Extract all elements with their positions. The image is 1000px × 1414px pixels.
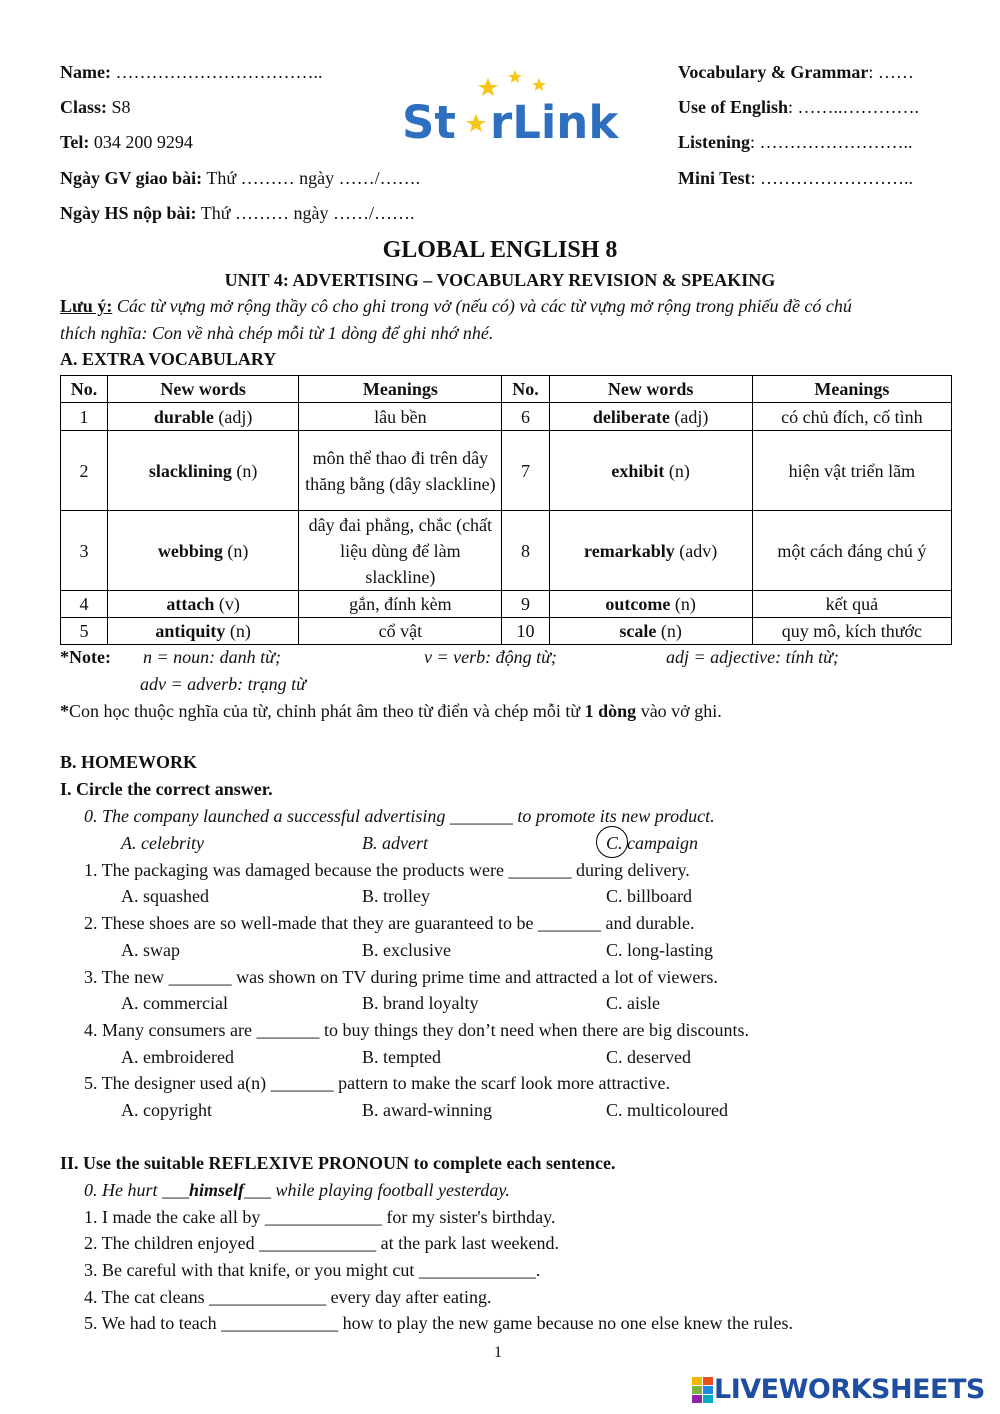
example-question: 0. The company launched a successful advertising _______ to promote its new product. xyxy=(84,806,715,826)
table-row: 5 antiquity (n) cổ vật 10 scale (n) quy mô, kích thước xyxy=(61,618,952,645)
q3-option-a[interactable]: A. commercial xyxy=(121,993,228,1013)
page-title: GLOBAL ENGLISH 8 xyxy=(382,237,618,263)
q2-option-c[interactable]: C. long-lasting xyxy=(606,940,713,960)
table-row: 4 attach (v) gắn, đính kèm 9 outcome (n) kết quả xyxy=(61,591,952,618)
reflexive-q1[interactable]: 1. I made the cake all by _____________ for my sister's birthday. xyxy=(84,1207,556,1227)
liveworksheets-icon xyxy=(692,1377,714,1403)
example-option-c: C. campaign xyxy=(606,833,698,853)
note-noun: n = noun: danh từ; xyxy=(143,647,281,667)
part1-title: I. Circle the correct answer. xyxy=(60,779,273,799)
starlink-logo xyxy=(398,64,630,148)
q5-option-b[interactable]: B. award-winning xyxy=(362,1100,492,1120)
q4-option-a[interactable]: A. embroidered xyxy=(121,1047,234,1067)
vocab-table xyxy=(60,375,952,645)
q1-option-b[interactable]: B. trolley xyxy=(362,886,430,906)
answer-circle xyxy=(596,826,628,858)
name-line: Name: …………………………….. xyxy=(60,62,323,82)
q4-option-b[interactable]: B. tempted xyxy=(362,1047,441,1067)
page-number: 1 xyxy=(494,1344,502,1361)
study-instruction: *Con học thuộc nghĩa của từ, chỉnh phát âm theo từ điển và chép mỗi từ 1 dòng vào vở ghi. xyxy=(60,701,722,721)
q3-option-b[interactable]: B. brand loyalty xyxy=(362,993,479,1013)
note-verb: v = verb: động từ; xyxy=(424,647,557,667)
table-header-row xyxy=(61,376,952,403)
question-3: 3. The new _______ was shown on TV during prime time and attracted a lot of viewers. xyxy=(84,967,718,987)
q5-option-a[interactable]: A. copyright xyxy=(121,1100,212,1120)
col-header: New words xyxy=(108,376,299,403)
reflexive-q2[interactable]: 2. The children enjoyed _____________ at the park last weekend. xyxy=(84,1233,560,1253)
col-header: No. xyxy=(502,376,549,403)
q5-option-c[interactable]: C. multicoloured xyxy=(606,1100,728,1120)
mini-test-score: Mini Test: …………………….. xyxy=(678,168,914,188)
section-a-heading: A. EXTRA VOCABULARY xyxy=(60,349,277,369)
col-header: New words xyxy=(549,376,752,403)
example-option-a: A. celebrity xyxy=(121,833,204,853)
class-line: Class: S8 xyxy=(60,97,131,117)
tel-line: Tel: 034 200 9294 xyxy=(60,132,193,152)
vocab-grammar-score: Vocabulary & Grammar: …… xyxy=(678,62,914,82)
question-2: 2. These shoes are so well-made that they are guaranteed to be _______ and durable. xyxy=(84,913,695,933)
table-row: 2 slacklining (n) môn thể thao đi trên dây thăng bằng (dây slackline) 7 exhibit (n) hiện vật triển lãm xyxy=(61,431,952,511)
use-of-english-score: Use of English: ……..…………. xyxy=(678,97,920,117)
section-b-heading: B. HOMEWORK xyxy=(60,752,198,772)
part2-title: II. Use the suitable REFLEXIVE PRONOUN to complete each sentence. xyxy=(60,1153,616,1173)
submit-date-line: Ngày HS nộp bài: Thứ ……… ngày ……/……. xyxy=(60,203,415,223)
q1-option-a[interactable]: A. squashed xyxy=(121,886,209,906)
note-adv: adv = adverb: trạng từ xyxy=(140,674,306,694)
question-1: 1. The packaging was damaged because the products were _______ during delivery. xyxy=(84,860,690,880)
note-adj: adj = adjective: tính từ; xyxy=(666,647,839,667)
col-header: Meanings xyxy=(752,376,951,403)
q4-option-c[interactable]: C. deserved xyxy=(606,1047,691,1067)
q3-option-c[interactable]: C. aisle xyxy=(606,993,660,1013)
listening-score: Listening: …………………….. xyxy=(678,132,913,152)
q1-option-c[interactable]: C. billboard xyxy=(606,886,692,906)
svg-text:rLink: rLink xyxy=(490,96,619,148)
example-option-b: B. advert xyxy=(362,833,428,853)
q2-option-b[interactable]: B. exclusive xyxy=(362,940,451,960)
reflexive-q4[interactable]: 4. The cat cleans _____________ every day after eating. xyxy=(84,1287,492,1307)
liveworksheets-text: LIVEWORKSHEETS xyxy=(714,1374,985,1405)
col-header: Meanings xyxy=(299,376,502,403)
part2-example: 0. He hurt ___himself___ while playing football yesterday. xyxy=(84,1180,510,1200)
reflexive-q3[interactable]: 3. Be careful with that knife, or you might cut _____________. xyxy=(84,1260,541,1280)
q2-option-a[interactable]: A. swap xyxy=(121,940,180,960)
liveworksheets-logo xyxy=(692,1374,985,1405)
note-label: *Note: xyxy=(60,647,111,667)
assign-date-line: Ngày GV giao bài: Thứ ……… ngày ……/……. xyxy=(60,168,421,188)
note-top-line2: thích nghĩa: Con về nhà chép mỗi từ 1 dòng để ghi nhớ nhé. xyxy=(60,323,494,343)
col-header: No. xyxy=(61,376,108,403)
table-row: 1 durable (adj) lâu bền 6 deliberate (adj) có chủ đích, cố tình xyxy=(61,403,952,431)
svg-text:St: St xyxy=(402,96,456,148)
name-field[interactable]: …………………………….. xyxy=(115,62,323,82)
table-row: 3 webbing (n) dây đai phẳng, chắc (chất liệu dùng để làm slackline) 8 remarkably (adv) một cách đáng chú ý xyxy=(61,511,952,591)
reflexive-q5[interactable]: 5. We had to teach _____________ how to play the new game because no one else knew the rules. xyxy=(84,1313,794,1333)
note-top-line1: Lưu ý: Các từ vựng mở rộng thầy cô cho ghi trong vở (nếu có) và các từ vựng mở rộng trong phiếu đề có chú xyxy=(60,296,852,316)
question-5: 5. The designer used a(n) _______ pattern to make the scarf look more attractive. xyxy=(84,1073,670,1093)
question-4: 4. Many consumers are _______ to buy things they don’t need when there are big discounts. xyxy=(84,1020,750,1040)
unit-subtitle: UNIT 4: ADVERTISING – VOCABULARY REVISION & SPEAKING xyxy=(224,270,776,290)
